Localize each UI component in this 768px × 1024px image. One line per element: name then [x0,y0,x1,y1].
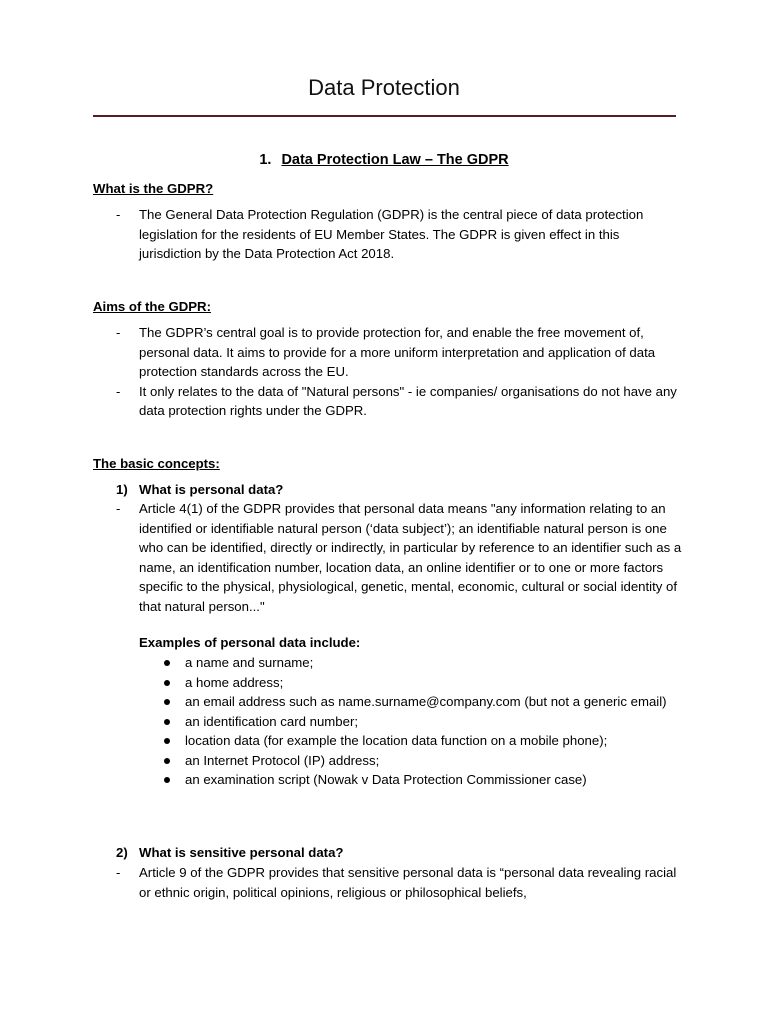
list-item-text: Article 9 of the GDPR provides that sensitive personal data is “personal data revealing racial or ethnic origin, political opinions, religious or philosophical beliefs, [139,865,677,900]
bullet-icon [164,738,170,744]
list-item [93,205,683,264]
dash-marker: - [116,501,121,516]
basic-concepts-heading: The basic concepts: [93,456,220,471]
list-item-text: an examination script (Nowak v Data Protection Commissioner case) [185,772,587,787]
list-item-text: The GDPR’s central goal is to provide protection for, and enable the free movement of, personal data. It aims to provide for a more uniform interpretation and application of data protection standards across the EU. [139,325,656,379]
aims-heading: Aims of the GDPR: [93,299,211,314]
list-item [93,323,683,382]
dash-marker: - [116,207,121,222]
bullet-icon [164,660,170,666]
list-item [93,731,683,751]
question-number: 2) [116,845,128,860]
list-item [93,863,683,902]
question-title: What is sensitive personal data? [139,845,344,860]
what-is-heading: What is the GDPR? [93,181,214,196]
title-divider [93,115,676,117]
examples-list [93,653,683,790]
list-item-text: a home address; [185,674,284,690]
list-item-text: an identification card number; [185,713,359,729]
question-number: 1) [116,482,128,497]
list-item [93,751,683,771]
list-item-text: Article 4(1) of the GDPR provides that personal data means "any information relating to an identified or identifiable natural person (‘data subject’); an identifiable natural person is one who can be identified, directly or indirectly, in particular by reference to an identifier such as a name, an identification number, location data, an online identifier or to one or more factors specific to the physical, physiological, genetic, mental, economic, cultural or social identity of that natural person..." [139,501,682,614]
list-item [93,673,683,693]
list-item-text: The General Data Protection Regulation (GDPR) is the central piece of data protection legislation for the residents of EU Member States. The GDPR is given effect in this jurisdiction by the Data Protection Act 2018. [139,207,644,261]
list-item-text: an Internet Protocol (IP) address; [185,752,380,768]
examples-heading: Examples of personal data include: [139,635,361,650]
aims-list [93,323,683,421]
what-is-list [93,205,683,264]
document-title: Data Protection [308,75,460,100]
list-item [93,712,683,732]
dash-marker: - [116,325,121,340]
section-title: Data Protection Law – The GDPR [281,152,509,168]
bullet-icon [164,699,170,705]
section-heading [0,150,768,170]
question-1-body [93,499,683,616]
dash-marker: - [116,383,121,399]
list-item [93,692,683,712]
list-item-text: location data (for example the location data function on a mobile phone); [185,733,608,748]
list-item [93,499,683,616]
list-item-text: an email address such as name.surname@company.com (but not a generic email) [185,694,667,709]
bullet-icon [164,777,170,783]
bullet-icon [164,680,170,686]
list-item [93,770,683,790]
list-item [93,382,683,421]
list-item-text: a name and surname; [185,655,314,670]
list-item [93,653,683,673]
section-number: 1. [259,152,272,168]
bullet-icon [164,758,170,764]
list-item-text: It only relates to the data of "Natural persons" - ie companies/ organisations do not have any data protection rights under the GDPR. [139,383,677,418]
question-title: What is personal data? [139,482,284,497]
bullet-icon [164,719,170,725]
question-2-body [93,863,683,902]
dash-marker: - [116,865,121,880]
